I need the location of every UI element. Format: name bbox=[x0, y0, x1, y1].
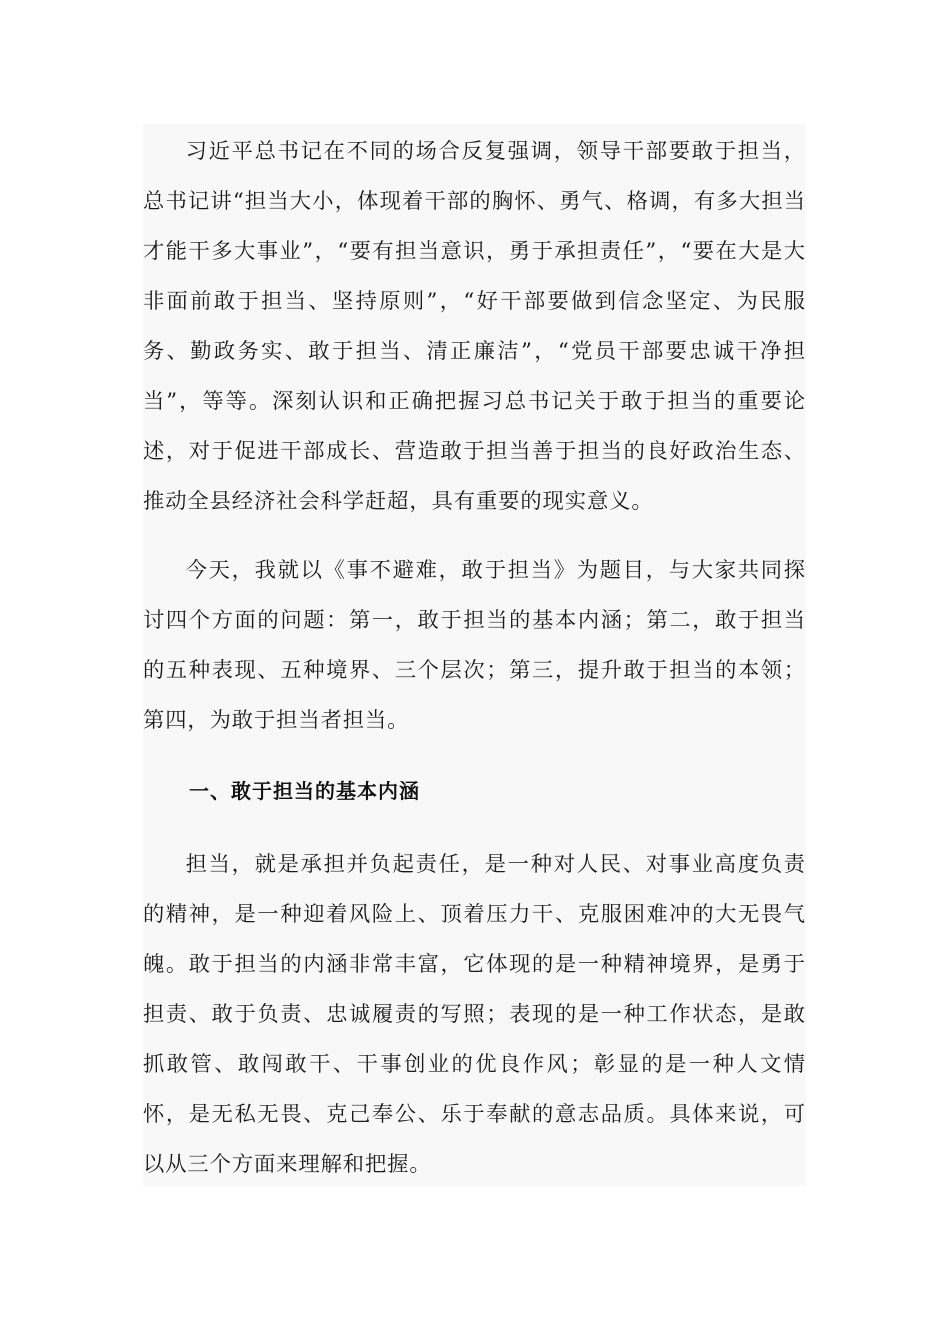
section-paragraph: 担当，就是承担并负起责任，是一种对人民、对事业高度负责的精神，是一种迎着风险上、顶着压力干、克服困难冲的大无畏气魄。敢于担当的内涵非常丰富，它体现的是一种精神境界，是勇于担责、敢于负责、忠诚履责的写照；表现的是一种工作状态，是敢抓敢管、敢闯敢干、干事创业的优良作风；彰显的是一种人文情怀，是无私无畏、克己奉公、乐于奉献的意志品质。具体来说，可以从三个方面来理解和把握。 bbox=[143, 852, 806, 1177]
section-heading: 一、敢于担当的基本内涵 bbox=[189, 779, 420, 803]
outline-paragraph: 今天，我就以《事不避难，敢于担当》为题目，与大家共同探讨四个方面的问题：第一，敢于担当的基本内涵；第二，敢于担当的五种表现、五种境界、三个层次；第三，提升敢于担当的本领；第四，为敢于担当者担当。 bbox=[143, 558, 806, 733]
intro-paragraph: 习近平总书记在不同的场合反复强调，领导干部要敢于担当，总书记讲“担当大小，体现着干部的胸怀、勇气、格调，有多大担当才能干多大事业”，“要有担当意识，勇于承担责任”，“要在大是大非面前敢于担当、坚持原则”，“好干部要做到信念坚定、为民服务、勤政务实、敢于担当、清正廉洁”，“党员干部要忠诚干净担当”，等等。深刻认识和正确把握习总书记关于敢于担当的重要论述，对于促进干部成长、营造敢于担当善于担当的良好政治生态、推动全县经济社会科学赶超，具有重要的现实意义。 bbox=[143, 139, 807, 514]
document-body bbox=[143, 124, 806, 1186]
